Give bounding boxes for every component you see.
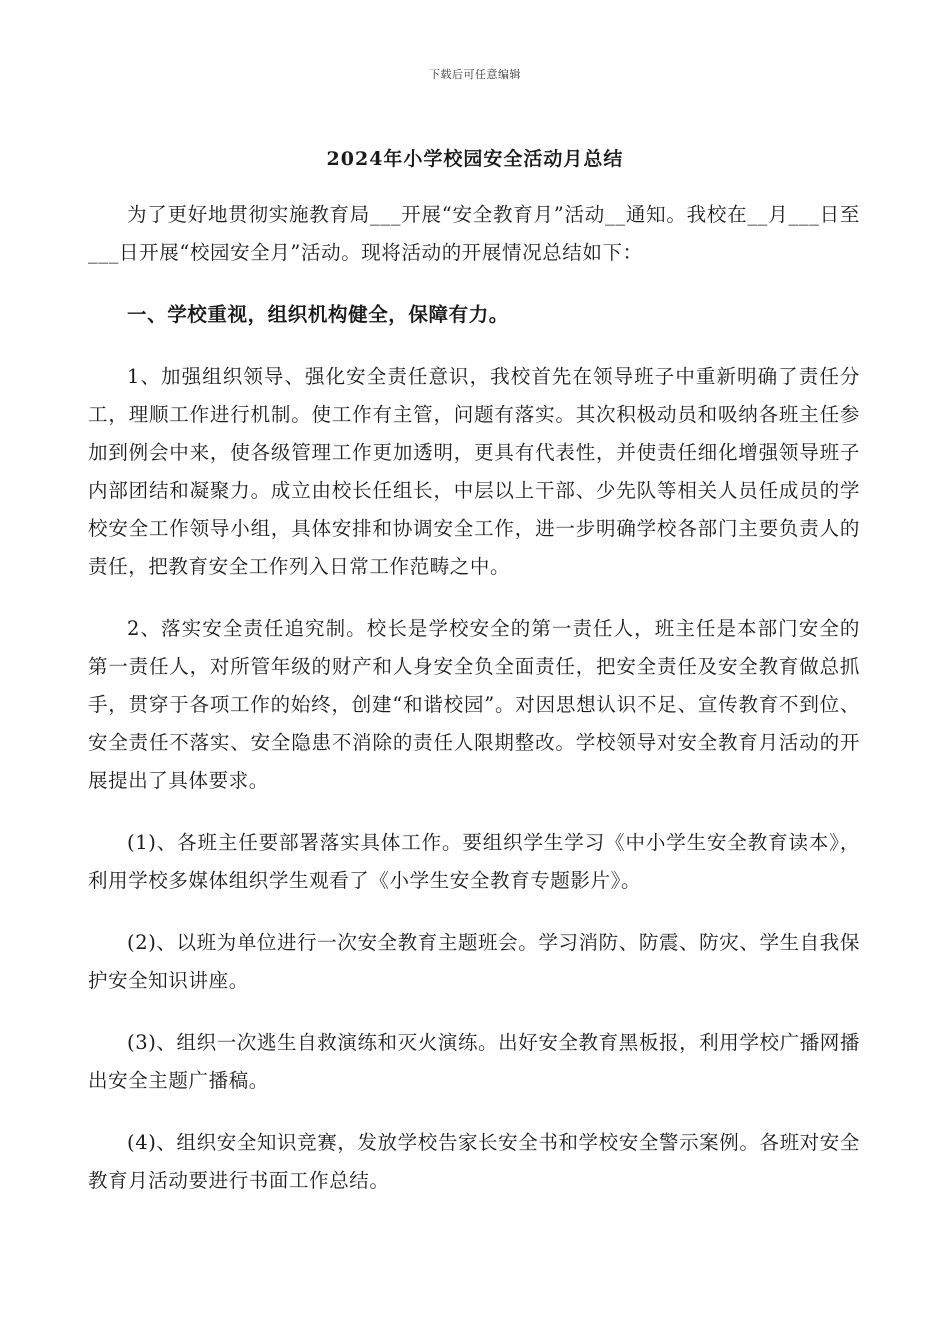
document-body	[88, 196, 860, 1224]
paragraph-2: 2、落实安全责任追究制。校长是学校安全的第一责任人，班主任是本部门安全的第一责任人，对所管年级的财产和人身安全负全面责任，把安全责任及安全教育做总抓手，贯穿于各项工作的始终，创建“和谐校园”。对因思想认识不足、宣传教育不到位、安全责任不落实、安全隐患不消除的责任人限期整改。学校领导对安全教育月活动的开展提出了具体要求。	[88, 617, 860, 792]
paragraph-3: (1)、各班主任要部署落实具体工作。要组织学生学习《中小学生安全教育读本》，利用学校多媒体组织学生观看了《小学生安全教育专题影片》。	[88, 831, 860, 892]
paragraph-4: (2)、以班为单位进行一次安全教育主题班会。学习消防、防震、防灾、学生自我保护安全知识讲座。	[88, 931, 860, 992]
paragraph-6: (4)、组织安全知识竞赛，发放学校告家长安全书和学校安全警示案例。各班对安全教育月活动要进行书面工作总结。	[88, 1131, 860, 1192]
document-title: 2024年小学校园安全活动月总结	[326, 148, 624, 170]
intro-paragraph: 为了更好地贯彻实施教育局___开展“安全教育月”活动__通知。我校在__月___日至___日开展“校园安全月”活动。现将活动的开展情况总结如下：	[88, 203, 860, 264]
section-heading: 一、学校重视，组织机构健全，保障有力。	[127, 303, 509, 326]
paragraph-1: 1、加强组织领导、强化安全责任意识，我校首先在领导班子中重新明确了责任分工，理顺工作进行机制。使工作有主管，问题有落实。其次积极动员和吸纳各班主任参加到例会中来，使各级管理工作更加透明，更具有代表性，并使责任细化增强领导班子内部团结和凝聚力。成立由校长任组长，中层以上干部、少先队等相关人员任成员的学校安全工作领导小组，具体安排和协调安全工作，进一步明确学校各部门主要负责人的责任，把教育安全工作列入日常工作范畴之中。	[88, 365, 860, 578]
paragraph-5: (3)、组织一次逃生自救演练和灭火演练。出好安全教育黑板报，利用学校广播网播出安全主题广播稿。	[88, 1031, 860, 1092]
header-note: 下载后可任意编辑	[429, 68, 521, 81]
